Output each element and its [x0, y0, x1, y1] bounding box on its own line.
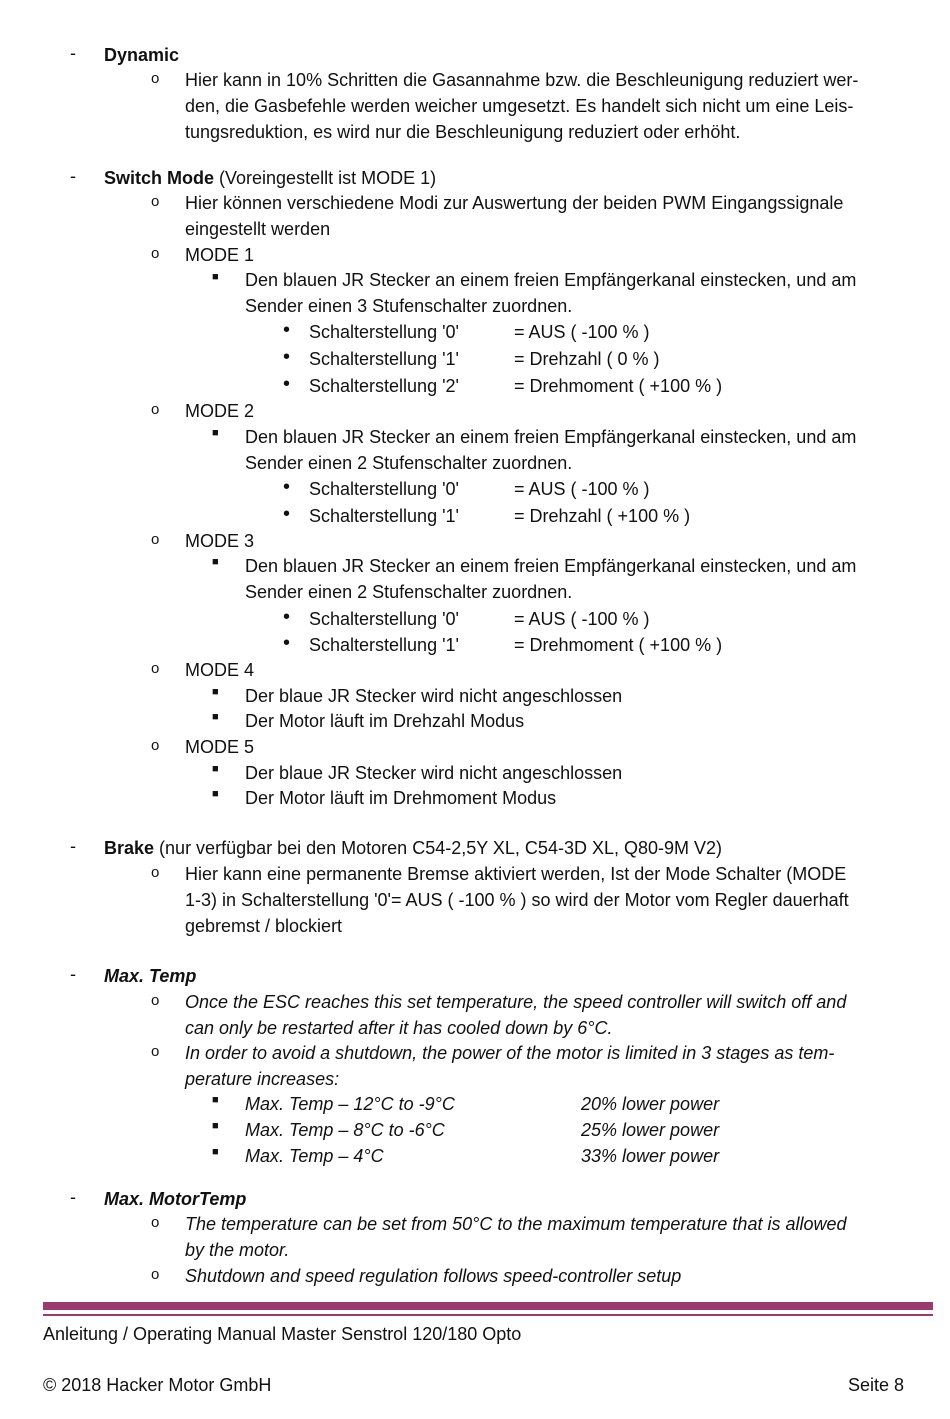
- max-motor-temp-text-line: Shutdown and speed regulation follows speed-controller setup: [185, 1266, 682, 1286]
- switch-position-value: = AUS ( -100 % ): [514, 479, 650, 499]
- section-heading-brake: [104, 836, 722, 860]
- mode-5-item: Der Motor läuft im Drehmoment Modus: [245, 788, 557, 808]
- max-motor-temp-text-line: by the motor.: [185, 1240, 290, 1260]
- switch-position-name: Schalterstellung '0': [309, 609, 459, 629]
- square-bullet: ■: [212, 1146, 219, 1158]
- square-bullet: ■: [212, 763, 219, 775]
- max-temp-text-line: In order to avoid a shutdown, the power of the motor is limited in 3 stages as tem-: [185, 1043, 835, 1063]
- footer-rule-thick: [43, 1302, 933, 1310]
- switch-position-value: = Drehzahl ( +100 % ): [514, 506, 691, 526]
- temp-stage-range: Max. Temp – 8°C to -6°C: [245, 1120, 445, 1140]
- round-bullet: •: [283, 319, 291, 341]
- temp-stage-power: 20% lower power: [581, 1094, 720, 1114]
- circle-bullet: o: [151, 401, 160, 418]
- brake-text-line: Hier kann eine permanente Bremse aktiviert werden, Ist der Mode Schalter (MODE: [185, 864, 847, 884]
- switch-position-value: = Drehzahl ( 0 % ): [514, 349, 660, 369]
- mode-3-text-line: Den blauen JR Stecker an einem freien Empfängerkanal einstecken, und am: [245, 556, 857, 576]
- dash-bullet: -: [70, 1187, 76, 1207]
- mode-4-label: MODE 4: [185, 660, 255, 680]
- circle-bullet: o: [151, 660, 160, 677]
- dynamic-text-line: tungsreduktion, es wird nur die Beschleunigung reduziert oder erhöht.: [185, 122, 741, 142]
- circle-bullet: o: [151, 70, 160, 87]
- mode-3-text-line: Sender einen 2 Stufenschalter zuordnen.: [245, 582, 573, 602]
- max-motor-temp-text-line: The temperature can be set from 50°C to the maximum temperature that is allowed: [185, 1214, 847, 1234]
- square-bullet: ■: [212, 686, 219, 698]
- circle-bullet: o: [151, 1266, 160, 1283]
- max-temp-text-line: Once the ESC reaches this set temperature, the speed controller will switch off and: [185, 992, 847, 1012]
- switch-position-name: Schalterstellung '2': [309, 376, 459, 396]
- switch-mode-intro-line: eingestellt werden: [185, 219, 331, 239]
- switch-position-name: Schalterstellung '0': [309, 479, 459, 499]
- dash-bullet: -: [70, 166, 76, 186]
- switch-position-name: Schalterstellung '1': [309, 349, 459, 369]
- switch-position-value: = Drehmoment ( +100 % ): [514, 376, 723, 396]
- section-title-switch-mode: Switch Mode: [104, 168, 215, 188]
- switch-position-value: = AUS ( -100 % ): [514, 322, 650, 342]
- switch-position-value: = AUS ( -100 % ): [514, 609, 650, 629]
- footer-manual-title: Anleitung / Operating Manual Master Senstrol 120/180 Opto: [43, 1324, 522, 1344]
- mode-5-label: MODE 5: [185, 737, 255, 757]
- circle-bullet: o: [151, 193, 160, 210]
- mode-4-item: Der Motor läuft im Drehzahl Modus: [245, 711, 525, 731]
- circle-bullet: o: [151, 864, 160, 881]
- dynamic-text-line: den, die Gasbefehle werden weicher umgesetzt. Es handelt sich nicht um eine Leis-: [185, 96, 854, 116]
- switch-mode-intro-line: Hier können verschiedene Modi zur Auswertung der beiden PWM Eingangssignale: [185, 193, 844, 213]
- max-temp-text-line: perature increases:: [185, 1069, 340, 1089]
- mode-2-label: MODE 2: [185, 401, 255, 421]
- section-title-max-temp: Max. Temp: [104, 966, 197, 986]
- mode-2-text-line: Sender einen 2 Stufenschalter zuordnen.: [245, 453, 573, 473]
- circle-bullet: o: [151, 1043, 160, 1060]
- square-bullet: ■: [212, 711, 219, 723]
- round-bullet: •: [283, 476, 291, 498]
- switch-position-name: Schalterstellung '1': [309, 635, 459, 655]
- mode-3-label: MODE 3: [185, 531, 255, 551]
- square-bullet: ■: [212, 788, 219, 800]
- square-bullet: ■: [212, 1120, 219, 1132]
- brake-text-line: gebremst / blockiert: [185, 916, 343, 936]
- switch-position-name: Schalterstellung '1': [309, 506, 459, 526]
- round-bullet: •: [283, 632, 291, 654]
- dash-bullet: -: [70, 836, 76, 856]
- round-bullet: •: [283, 503, 291, 525]
- section-title-max-motor-temp: Max. MotorTemp: [104, 1189, 247, 1209]
- section-title-dynamic: Dynamic: [104, 45, 180, 65]
- section-title-suffix: (Voreingestellt ist MODE 1): [214, 168, 437, 188]
- section-title-brake: Brake: [104, 838, 155, 858]
- square-bullet: ■: [212, 271, 219, 283]
- footer-rule-thin: [43, 1314, 933, 1316]
- brake-text-line: 1-3) in Schalterstellung '0'= AUS ( -100 % ) so wird der Motor vom Regler dauerhaft: [185, 890, 849, 910]
- circle-bullet: o: [151, 992, 160, 1009]
- mode-1-label: MODE 1: [185, 245, 255, 265]
- temp-stage-power: 25% lower power: [581, 1120, 720, 1140]
- max-temp-text-line: can only be restarted after it has cooled down by 6°C.: [185, 1018, 613, 1038]
- mode-5-item: Der blaue JR Stecker wird nicht angeschlossen: [245, 763, 623, 783]
- circle-bullet: o: [151, 245, 160, 262]
- round-bullet: •: [283, 373, 291, 395]
- dynamic-text-line: Hier kann in 10% Schritten die Gasannahme bzw. die Beschleunigung reduziert wer-: [185, 70, 859, 90]
- temp-stage-range: Max. Temp – 12°C to -9°C: [245, 1094, 455, 1114]
- square-bullet: ■: [212, 427, 219, 439]
- circle-bullet: o: [151, 531, 160, 548]
- section-heading-switch-mode: [104, 166, 436, 190]
- dash-bullet: -: [70, 43, 76, 63]
- round-bullet: •: [283, 346, 291, 368]
- mode-2-text-line: Den blauen JR Stecker an einem freien Empfängerkanal einstecken, und am: [245, 427, 857, 447]
- mode-4-item: Der blaue JR Stecker wird nicht angeschlossen: [245, 686, 623, 706]
- switch-position-name: Schalterstellung '0': [309, 322, 459, 342]
- temp-stage-power: 33% lower power: [581, 1146, 720, 1166]
- mode-1-text-line: Sender einen 3 Stufenschalter zuordnen.: [245, 296, 573, 316]
- mode-1-text-line: Den blauen JR Stecker an einem freien Empfängerkanal einstecken, und am: [245, 270, 857, 290]
- square-bullet: ■: [212, 1094, 219, 1106]
- footer-page-number: Seite 8: [848, 1375, 905, 1395]
- temp-stage-range: Max. Temp – 4°C: [245, 1146, 384, 1166]
- circle-bullet: o: [151, 737, 160, 754]
- round-bullet: •: [283, 606, 291, 628]
- circle-bullet: o: [151, 1214, 160, 1231]
- switch-position-value: = Drehmoment ( +100 % ): [514, 635, 723, 655]
- dash-bullet: -: [70, 964, 76, 984]
- footer-copyright: © 2018 Hacker Motor GmbH: [43, 1375, 272, 1395]
- square-bullet: ■: [212, 556, 219, 568]
- section-title-suffix: (nur verfügbar bei den Motoren C54-2,5Y XL, C54-3D XL, Q80-9M V2): [154, 838, 723, 858]
